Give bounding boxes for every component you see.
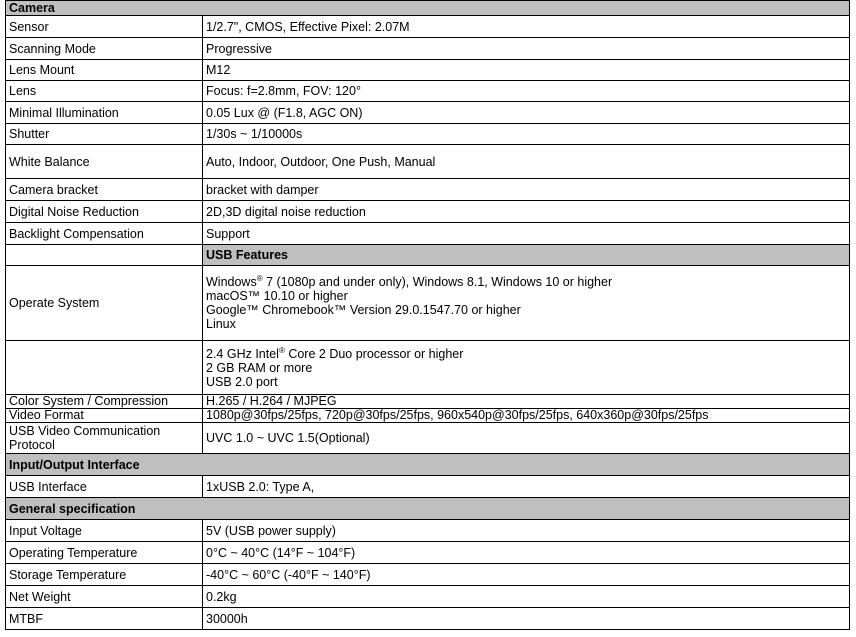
section-title-general: General specification: [6, 498, 850, 520]
spec-value: 5V (USB power supply): [203, 520, 850, 542]
row-scanning-mode: [6, 38, 850, 60]
spec-label: Operating Temperature: [6, 542, 203, 564]
spec-value: -40°C ~ 60°C (-40°F ~ 140°F): [203, 564, 850, 586]
spec-label: Lens: [6, 81, 203, 102]
section-io-interface: [6, 454, 850, 476]
spec-value: UVC 1.0 ~ UVC 1.5(Optional): [203, 423, 850, 454]
row-color-system: [6, 395, 850, 409]
spec-value: Support: [203, 223, 850, 245]
section-title-io-interface: Input/Output Interface: [6, 454, 850, 476]
row-storage-temperature: [6, 564, 850, 586]
spec-label: Shutter: [6, 124, 203, 145]
spec-value: Progressive: [203, 38, 850, 60]
spec-table: [5, 0, 850, 630]
row-camera-bracket: [6, 179, 850, 201]
empty-cell: [6, 341, 203, 395]
spec-value-hardware: [203, 341, 850, 395]
section-title-camera: Camera: [6, 1, 850, 16]
row-video-format: [6, 409, 850, 423]
spec-label: Video Format: [6, 409, 203, 423]
hw-cpu: 2.4 GHz Intel® Core 2 Duo processor or higher: [206, 345, 464, 361]
spec-label: Digital Noise Reduction: [6, 201, 203, 223]
os-chromebook: Google™ Chromebook™ Version 29.0.1547.70 or higher: [206, 303, 521, 317]
spec-label: Lens Mount: [6, 60, 203, 81]
hw-ram: 2 GB RAM or more: [206, 360, 313, 375]
row-net-weight: [6, 586, 850, 608]
hw-port: USB 2.0 port: [206, 374, 278, 389]
spec-value: 1/2.7", CMOS, Effective Pixel: 2.07M: [203, 16, 850, 38]
spec-value: bracket with damper: [203, 179, 850, 201]
row-white-balance: [6, 145, 850, 179]
section-usb-features: [6, 245, 850, 266]
spec-label: Input Voltage: [6, 520, 203, 542]
row-operate-system: [6, 266, 850, 341]
spec-label: Backlight Compensation: [6, 223, 203, 245]
spec-value: 1/30s ~ 1/10000s: [203, 124, 850, 145]
row-hardware-requirements: [6, 341, 850, 395]
os-linux: Linux: [206, 317, 236, 331]
row-mtbf: [6, 608, 850, 630]
spec-value: Focus: f=2.8mm, FOV: 120°: [203, 81, 850, 102]
spec-label: USB Interface: [6, 476, 203, 498]
spec-value: Auto, Indoor, Outdoor, One Push, Manual: [203, 145, 850, 179]
spec-value: 0°C ~ 40°C (14°F ~ 104°F): [203, 542, 850, 564]
row-sensor: [6, 16, 850, 38]
spec-label: Storage Temperature: [6, 564, 203, 586]
row-input-voltage: [6, 520, 850, 542]
row-backlight-compensation: [6, 223, 850, 245]
spec-label: White Balance: [6, 145, 203, 179]
spec-value-os: [203, 266, 850, 341]
spec-value: 1xUSB 2.0: Type A,: [203, 476, 850, 498]
row-lens: [6, 81, 850, 102]
spec-label: Net Weight: [6, 586, 203, 608]
row-minimal-illumination: [6, 102, 850, 124]
empty-cell: [6, 245, 203, 266]
row-operating-temperature: [6, 542, 850, 564]
spec-value: H.265 / H.264 / MJPEG: [203, 395, 850, 409]
spec-label: Operate System: [6, 266, 203, 341]
spec-label: Minimal Illumination: [6, 102, 203, 124]
spec-value: 2D,3D digital noise reduction: [203, 201, 850, 223]
row-usb-interface: [6, 476, 850, 498]
row-digital-noise-reduction: [6, 201, 850, 223]
os-macos: macOS™ 10.10 or higher: [206, 289, 348, 303]
spec-value: 0.2kg: [203, 586, 850, 608]
spec-value: M12: [203, 60, 850, 81]
row-lens-mount: [6, 60, 850, 81]
spec-value: 30000h: [203, 608, 850, 630]
spec-value: 0.05 Lux @ (F1.8, AGC ON): [203, 102, 850, 124]
row-shutter: [6, 124, 850, 145]
spec-label: Color System / Compression: [6, 395, 203, 409]
row-uvc-protocol: [6, 423, 850, 454]
section-title-usb-features: USB Features: [203, 245, 850, 266]
section-general: [6, 498, 850, 520]
os-windows: Windows® 7 (1080p and under only), Windows 8.1, Windows 10 or higher: [206, 274, 613, 289]
spec-label: MTBF: [6, 608, 203, 630]
spec-label: Camera bracket: [6, 179, 203, 201]
section-camera: [6, 1, 850, 16]
spec-label: Scanning Mode: [6, 38, 203, 60]
spec-value: 1080p@30fps/25fps, 720p@30fps/25fps, 960x540p@30fps/25fps, 640x360p@30fps/25fps: [203, 409, 850, 423]
spec-label: Sensor: [6, 16, 203, 38]
spec-label-uvc: USB Video Communication Protocol: [6, 423, 203, 454]
